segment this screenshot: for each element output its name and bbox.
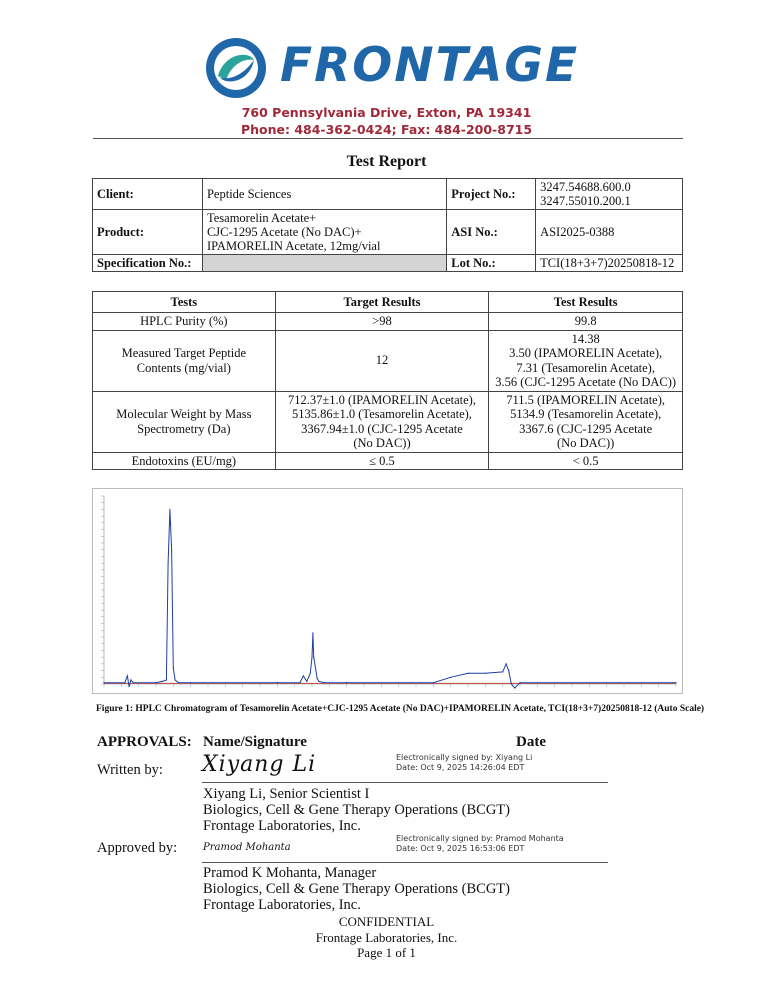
chart-point [467, 673, 468, 674]
table-row [93, 313, 683, 331]
cell-line: HPLC Purity (%) [140, 314, 228, 328]
chart-point [317, 678, 318, 679]
cell-line: 5134.9 (Tesamorelin Acetate), [510, 407, 662, 421]
chart-point [190, 682, 191, 683]
cell-line: 712.37±1.0 (IPAMORELIN Acetate), [287, 392, 476, 407]
specification-value [202, 255, 446, 272]
company-address: 760 Pennsylvania Drive, Exton, PA 19341 [241, 105, 532, 120]
cell-line: < 0.5 [572, 453, 599, 468]
test-name [93, 391, 276, 452]
company-logo [200, 36, 580, 98]
chart-point [511, 683, 512, 684]
cell-line: (No DAC)) [557, 436, 615, 450]
chart-point [306, 681, 307, 682]
approvals-heading: APPROVALS: [97, 734, 192, 750]
test-result [489, 330, 683, 391]
test-results-table [92, 291, 683, 470]
cell-line: 12 [375, 353, 389, 368]
written-name: Xiyang Li, Senior Scientist I [203, 786, 370, 802]
test-name [93, 313, 276, 331]
table-row [93, 452, 683, 470]
chart-point [168, 563, 169, 564]
cell-line: ≤ 0.5 [369, 453, 395, 468]
product-label: Product: [93, 210, 203, 255]
column-header-tests: Tests [93, 292, 276, 313]
chart-point [129, 686, 130, 687]
report-info-table [92, 178, 683, 272]
written-signature: Xiyang Li [202, 752, 317, 777]
cell-line: 3.56 (CJC-1295 Acetate (No DAC)) [495, 375, 677, 389]
chart-point [485, 673, 486, 674]
target-result [275, 313, 489, 331]
cell-line: Contents (mg/vial) [136, 360, 231, 375]
cell-line: >98 [372, 314, 392, 328]
product-value [202, 210, 446, 255]
approved-organization: Frontage Laboratories, Inc. [203, 897, 361, 913]
chart-point [450, 677, 451, 678]
approved-esign-line-1: Electronically signed by: Pramod Mohanta [396, 834, 564, 843]
cell-line: Spectrometry (Da) [137, 421, 231, 436]
chart-point [433, 682, 434, 683]
written-department: Biologics, Cell & Gene Therapy Operations (BCGT) [203, 802, 510, 818]
hplc-chromatogram [92, 488, 683, 694]
cell-line: 711.5 (IPAMORELIN Acetate), [506, 392, 666, 407]
chart-point [324, 682, 325, 683]
chart-point [303, 675, 304, 676]
column-header-results: Test Results [489, 292, 683, 313]
product-line-1: Tesamorelin Acetate+ [206, 211, 317, 225]
chart-point [519, 682, 520, 683]
figure-caption: Figure 1: HPLC Chromatogram of Tesamorelin Acetate+CJC-1295 Acetate (No DAC)+IPAMORELIN Acetate, TCI(18+3+7)20250818-12 (Auto Scale) [96, 704, 705, 714]
lot-value: TCI(18+3+7)20250818-12 [536, 255, 683, 272]
chart-point [508, 670, 509, 671]
approved-name: Pramod K Mohanta, Manager [203, 865, 377, 881]
chart-point [346, 682, 347, 683]
cell-line: 5135.86±1.0 (Tesamorelin Acetate), [292, 407, 472, 421]
confidential-notice: CONFIDENTIAL [338, 914, 435, 929]
page-title: Test Report [346, 153, 427, 170]
chart-point [173, 667, 174, 668]
cell-line: Molecular Weight by Mass [116, 407, 252, 421]
table-row [93, 391, 683, 452]
chart-point [318, 681, 319, 682]
approved-department: Biologics, Cell & Gene Therapy Operations (BCGT) [203, 881, 510, 897]
approved-signature-line [202, 862, 608, 863]
column-header-target: Target Results [275, 292, 489, 313]
asi-label: ASI No.: [447, 210, 536, 255]
chart-point [166, 679, 167, 680]
chart-point [675, 682, 676, 683]
chart-point [310, 673, 311, 674]
written-esign [396, 753, 532, 773]
footer-company: Frontage Laboratories, Inc. [315, 930, 458, 945]
approved-esign [396, 834, 564, 854]
approved-signature: Pramod Mohanta [203, 842, 291, 853]
cell-line: Endotoxins (EU/mg) [131, 453, 237, 468]
target-result [275, 330, 489, 391]
client-label: Client: [93, 179, 203, 210]
project-number-1: 3247.54688.600.0 [540, 180, 631, 194]
chart-point [311, 657, 312, 658]
chart-point [315, 667, 316, 668]
written-by-block [203, 786, 510, 834]
chart-point [277, 682, 278, 683]
approved-esign-line-2: Date: Oct 9, 2025 16:53:06 EDT [396, 844, 525, 853]
chart-point [506, 663, 507, 664]
brand-name: FRONTAGE [280, 38, 580, 93]
cell-line: 3367.6 (CJC-1295 Acetate [519, 421, 653, 436]
approved-by-block [203, 865, 510, 913]
project-label: Project No.: [447, 179, 536, 210]
chart-point [312, 632, 313, 633]
product-line-2: CJC-1295 Acetate (No DAC)+ [206, 225, 362, 239]
table-row [93, 330, 683, 391]
company-phone: Phone: 484-362-0424; Fax: 484-200-8715 [240, 122, 533, 137]
chart-point [178, 682, 179, 683]
specification-label: Specification No.: [93, 255, 203, 272]
chart-point [162, 681, 163, 682]
written-organization: Frontage Laboratories, Inc. [203, 818, 361, 834]
frontage-swirl-logo-icon [204, 36, 268, 100]
page-number: Page 1 of 1 [357, 945, 416, 960]
header-divider [93, 138, 683, 139]
written-esign-line-2: Date: Oct 9, 2025 14:26:04 EDT [396, 763, 525, 772]
cell-line: 99.8 [574, 314, 597, 328]
test-name [93, 330, 276, 391]
chart-point [130, 679, 131, 680]
chart-point [127, 675, 128, 676]
project-number-2: 3247.55010.200.1 [540, 194, 631, 208]
cell-line: Measured Target Peptide [121, 346, 246, 360]
test-result [489, 452, 683, 470]
written-signature-line [202, 782, 608, 783]
approved-by-label: Approved by: [97, 840, 178, 856]
test-name [93, 452, 276, 470]
written-by-label: Written by: [97, 762, 163, 778]
chart-point [171, 549, 172, 550]
chart-point [313, 657, 314, 658]
client-value: Peptide Sciences [202, 179, 446, 210]
date-heading: Date [516, 734, 546, 750]
chart-frame [93, 489, 683, 694]
written-esign-line-1: Electronically signed by: Xiyang Li [396, 753, 533, 762]
chart-point [514, 687, 515, 688]
product-line-3: IPAMORELIN Acetate, 12mg/vial [206, 239, 381, 253]
cell-line: 3.50 (IPAMORELIN Acetate), [509, 346, 663, 360]
name-signature-heading: Name/Signature [203, 734, 307, 750]
chart-point [299, 682, 300, 683]
project-value [536, 179, 683, 210]
cell-line: 3367.94±1.0 (CJC-1295 Acetate [301, 421, 463, 436]
cell-line: (No DAC)) [353, 436, 411, 450]
lot-label: Lot No.: [447, 255, 536, 272]
test-result [489, 313, 683, 331]
test-result [489, 391, 683, 452]
chart-point [155, 682, 156, 683]
target-result [275, 452, 489, 470]
chart-point [174, 679, 175, 680]
target-result [275, 391, 489, 452]
cell-line: 7.31 (Tesamorelin Acetate), [516, 360, 655, 375]
chart-point [169, 509, 170, 510]
chart-point [103, 682, 104, 683]
chart-point [124, 682, 125, 683]
cell-line: 14.38 [571, 331, 600, 346]
asi-value: ASI2025-0388 [536, 210, 683, 255]
chart-point [133, 682, 134, 683]
chart-point [502, 671, 503, 672]
